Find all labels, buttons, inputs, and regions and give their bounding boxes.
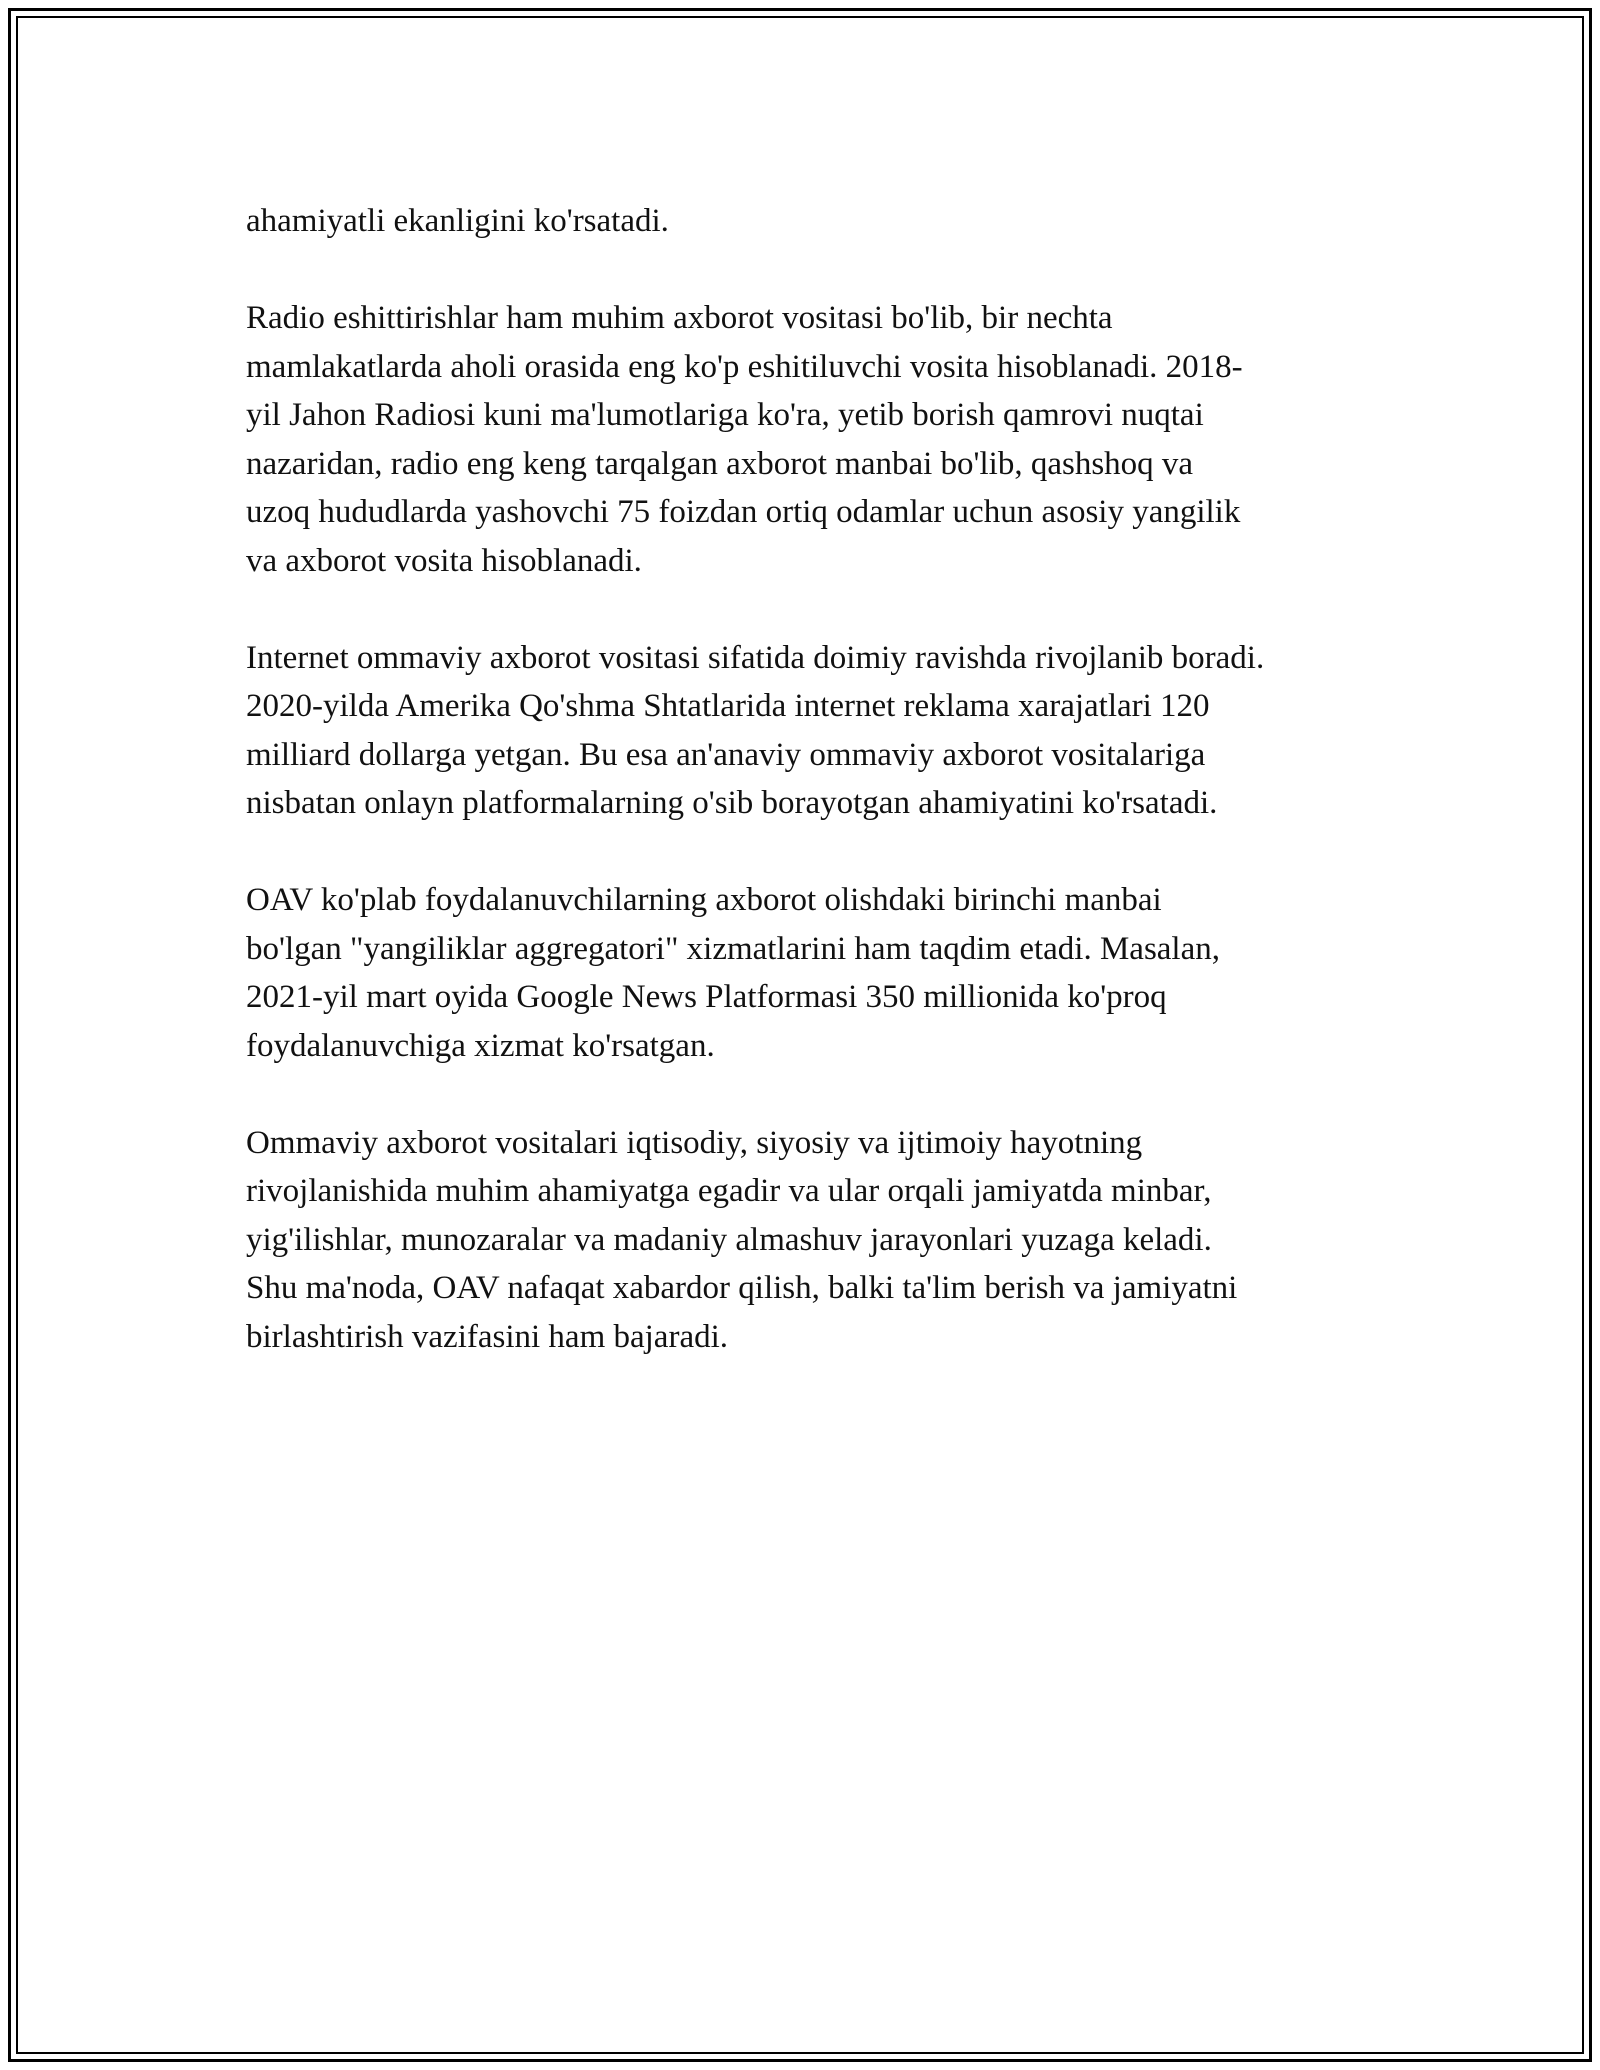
paragraph-radio: Radio eshittirishlar ham muhim axborot vositasi bo'lib, bir nechta mamlakatlarda aholi orasida eng ko'p eshitiluvchi vosita hisoblanadi. 2018- yil Jahon Radiosi kuni ma'lumotlariga ko'ra, yetib borish qamrovi nuqtai nazaridan, radio eng keng tarqalgan axborot manbai bo'lib, qashshoq va uzoq hududlarda yashovchi 75 foizdan ortiq odamlar uchun asosiy yangilik va axborot vosita hisoblanadi. <box>246 300 1243 579</box>
paragraph-news-aggregator: OAV ko'plab foydalanuvchilarning axborot olishdaki birinchi manbai bo'lgan "yangiliklar aggregatori" xizmatlarini ham taqdim etadi. Masalan, 2021-yil mart oyida Google News Platformasi 350 millionida ko'proq foydalanuvchiga xizmat ko'rsatgan. <box>246 882 1220 1064</box>
page-frame <box>8 8 1592 2062</box>
paragraph-media-role: Ommaviy axborot vositalari iqtisodiy, siyosiy va ijtimoiy hayotning rivojlanishida muhim ahamiyatga egadir va ular orqali jamiyatda minbar, yig'ilishlar, munozaralar va madaniy almashuv jarayonlari yuzaga keladi. Shu ma'noda, OAV nafaqat xabardor qilish, balki ta'lim berish va jamiyatni birlashtirish vazifasini ham bajaradi. <box>246 1124 1238 1355</box>
paragraph-continuation: ahamiyatli ekanligini ko'rsatadi. <box>246 203 669 239</box>
paragraph-internet: Internet ommaviy axborot vositasi sifatida doimiy ravishda rivojlanib boradi. 2020-yilda Amerika Qo'shma Shtatlarida internet reklama xarajatlari 120 milliard dollarga yetgan. Bu esa an'anaviy ommaviy axborot vositalariga nisbatan onlayn platformalarning o'sib borayotgan ahamiyatini ko'rsatadi. <box>246 639 1265 821</box>
document-body <box>246 197 1386 1410</box>
